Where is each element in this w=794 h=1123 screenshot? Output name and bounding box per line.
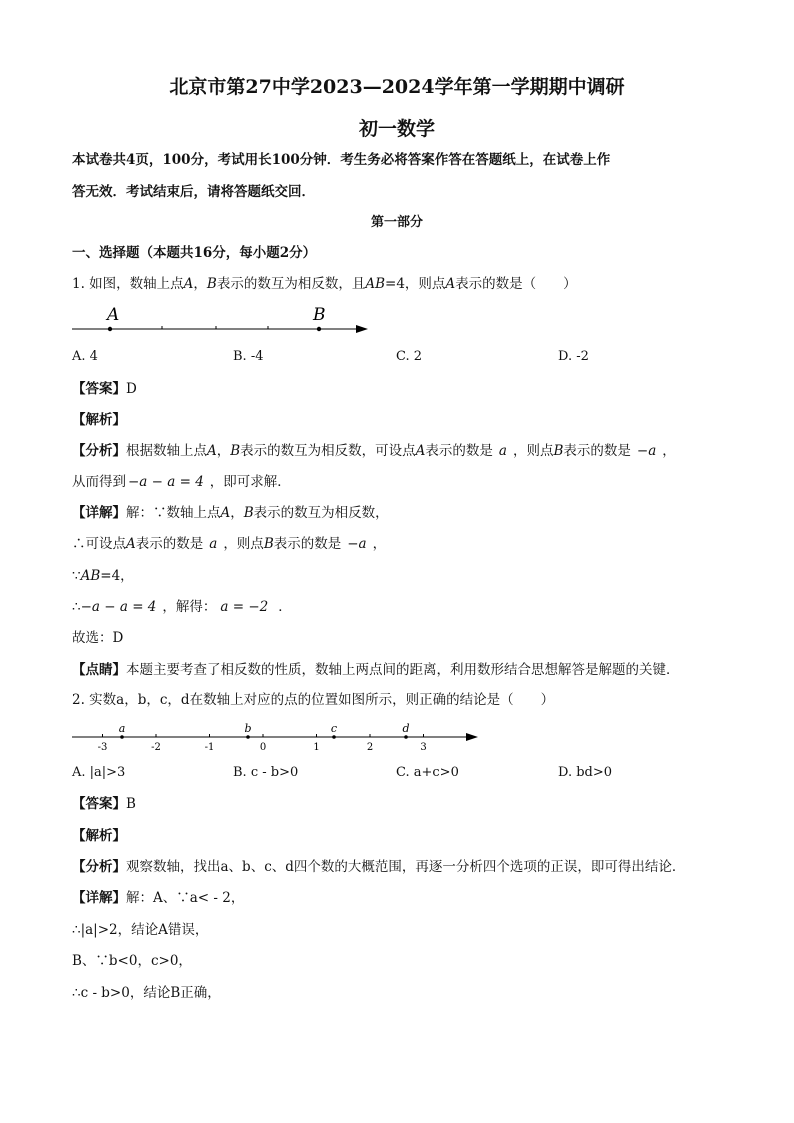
q1-fenxi-text: ，则点 <box>512 443 554 459</box>
q1-option-c: C. 2 <box>396 349 423 364</box>
q1-detail-text: ∴可设点 <box>72 536 126 552</box>
q1-fenxi-text: 表示的数是 <box>563 443 631 459</box>
q1-option-b: B. -4 <box>233 349 264 364</box>
section-title: 一、选择题（本题共16分，每小题2分） <box>72 245 317 261</box>
q2-answer-value: B <box>126 796 136 812</box>
q1-detail-text: ，则点 <box>223 536 264 552</box>
q2-fenxi-text: 观察数轴，找出a、b、c、d四个数的大概范围，再逐一分析四个选项的正误，即可得出结论． <box>126 859 686 875</box>
q1-detail-var: A <box>126 536 136 552</box>
answer-tag: 【答案】 <box>72 381 126 397</box>
q1-detail-text: ， <box>372 536 387 552</box>
q1-detail-text: 表示的数是 <box>273 536 342 552</box>
page-subtitle: 初一数学 <box>358 118 435 140</box>
q1-dianjing-text: 本题主要考查了相反数的性质，数轴上两点间的距离，利用数形结合思想解答是解题的关键． <box>126 662 680 678</box>
dianjing-tag: 【点睛】 <box>72 662 126 678</box>
q1-detail-text: ， <box>230 505 244 521</box>
q1-fenxi-math: −a <box>636 443 657 459</box>
q1-stem <box>72 274 577 294</box>
q2-point-a <box>120 735 124 739</box>
q1-stem-text: 表示的数互为相反数，且 <box>216 276 366 292</box>
q1-detail-text: ，解得： <box>162 599 217 615</box>
q2-analysis-tag: 【解析】 <box>72 828 126 844</box>
fenxi-tag: 【分析】 <box>72 443 126 459</box>
q2-tick-label: -3 <box>97 742 108 753</box>
q2-detail-text: 解：A、∵a< - 2， <box>126 890 245 906</box>
instructions-line-2: 答无效．考试结束后，请将答题纸交回． <box>72 184 315 200</box>
q1-fenxi-var: B <box>230 443 241 459</box>
q1-detail-var: B <box>263 536 274 552</box>
q2-option-c: C. a+c>0 <box>396 765 459 780</box>
q1-fenxi-math: a <box>498 443 507 459</box>
q1-point-b-label: B <box>313 305 326 325</box>
q1-detail-math: a = −2 <box>220 599 269 615</box>
q2-detail-line-4: ∴c - b>0，结论B正确， <box>72 985 221 1001</box>
q1-analysis-tag: 【解析】 <box>72 412 126 428</box>
q1-detail-line-2 <box>72 534 386 554</box>
q1-stem-var-a: A <box>445 276 456 292</box>
q2-detail-line-3: B、∵b<0，c>0， <box>72 953 192 969</box>
q1-answer <box>72 379 137 399</box>
q2-points <box>119 722 410 739</box>
q1-stem-text: 表示的数是（ ） <box>455 276 577 292</box>
q1-fenxi-line-2 <box>72 472 291 492</box>
q2-point-label-d: d <box>402 722 410 735</box>
q1-detail-math: −a − a = 4 <box>80 599 157 615</box>
q1-dianjing <box>72 660 680 680</box>
q1-fenxi-text: 表示的数是 <box>425 443 493 459</box>
q1-fenxi-text: ， <box>662 443 676 459</box>
q1-detail-text: =4， <box>100 568 134 584</box>
q1-detail-var: A <box>220 505 231 521</box>
fenxi-tag: 【分析】 <box>72 859 126 875</box>
q1-detail-line-3 <box>72 566 134 586</box>
q1-point-a <box>108 327 112 331</box>
q2-point-label-a: a <box>118 722 126 735</box>
q1-axis-arrow <box>356 325 368 333</box>
q1-fenxi-text: ，即可求解． <box>209 474 291 490</box>
q1-fenxi-math: −a − a = 4 <box>128 474 204 490</box>
q2-tick-label: -1 <box>204 742 215 753</box>
q1-stem-var-ab: AB <box>365 276 386 292</box>
q2-tick-label: 3 <box>420 742 427 753</box>
q2-point-d <box>404 735 408 739</box>
q1-fenxi-var: A <box>207 443 217 459</box>
q1-option-a: A. 4 <box>72 349 98 364</box>
q1-fenxi-text: 根据数轴上点 <box>126 443 207 459</box>
q2-detail-line-2: ∴|a|>2，结论A错误， <box>72 922 209 938</box>
detail-tag: 【详解】 <box>72 505 126 521</box>
q2-option-b: B. c - b>0 <box>233 765 299 780</box>
q1-stem-var-b: B <box>206 276 217 292</box>
q1-fenxi-line-1 <box>72 441 676 461</box>
q1-detail-text: 解：∵数轴上点 <box>126 505 221 521</box>
q2-answer <box>72 794 136 814</box>
q2-option-a: A. |a|>3 <box>72 765 126 780</box>
q1-detail-text: ∴ <box>72 599 81 615</box>
q2-point-c <box>332 735 336 739</box>
q2-stem: 2. 实数a，b，c，d在数轴上对应的点的位置如图所示，则正确的结论是（ ） <box>72 692 555 708</box>
q1-stem-text: =4，则点 <box>385 276 446 292</box>
q1-detail-line-1 <box>72 503 389 523</box>
detail-tag: 【详解】 <box>72 890 126 906</box>
q2-point-b <box>246 735 250 739</box>
q2-point-label-b: b <box>244 722 252 735</box>
q2-tick-label: 2 <box>366 742 374 753</box>
q1-stem-text: 1. 如图，数轴上点 <box>72 276 184 292</box>
q2-axis-arrow <box>466 733 478 741</box>
page-title: 北京市第27中学2023—2024学年第一学期期中调研 <box>169 76 625 98</box>
q1-point-a-label: A <box>107 305 120 325</box>
q2-fenxi <box>72 857 685 877</box>
part-title: 第一部分 <box>370 215 423 230</box>
q1-detail-math: a <box>209 536 218 552</box>
q1-point-b <box>317 327 321 331</box>
q1-detail-var: AB <box>80 568 101 584</box>
q2-option-d: D. bd>0 <box>558 765 613 780</box>
q1-detail-line-4 <box>72 597 292 617</box>
q1-fenxi-var: A <box>415 443 426 459</box>
q1-fenxi-text: 从而得到 <box>72 474 126 490</box>
q1-detail-text: ∵ <box>72 568 81 584</box>
q1-option-d: D. -2 <box>558 349 589 364</box>
q1-number-line <box>66 300 376 342</box>
q1-fenxi-text: 表示的数互为相反数，可设点 <box>240 443 416 459</box>
q2-number-line <box>66 718 486 754</box>
answer-tag: 【答案】 <box>72 796 126 812</box>
q2-tick-label: -2 <box>151 742 161 753</box>
instructions-line-1: 本试卷共4页，100分，考试用长100分钟．考生务必将答案作答在答题纸上，在试卷上作 <box>72 152 611 168</box>
q1-detail-text: 表示的数是 <box>135 536 204 552</box>
q1-choose: 故选：D <box>72 630 124 646</box>
q1-detail-var: B <box>243 505 254 521</box>
q1-stem-var-a: A <box>183 276 194 292</box>
q2-tick-label: 0 <box>259 742 267 753</box>
q2-tick-label: 1 <box>313 742 320 753</box>
q2-detail-line-1 <box>72 888 244 908</box>
q1-detail-text: 表示的数互为相反数， <box>253 505 389 521</box>
q2-point-label-c: c <box>330 722 338 735</box>
q1-detail-text: ． <box>278 599 292 615</box>
q1-answer-value: D <box>126 381 137 397</box>
q1-stem-comma: ， <box>193 276 207 292</box>
q1-detail-math: −a <box>347 536 367 552</box>
q1-fenxi-var: B <box>553 443 564 459</box>
q1-fenxi-text: ， <box>216 443 231 459</box>
